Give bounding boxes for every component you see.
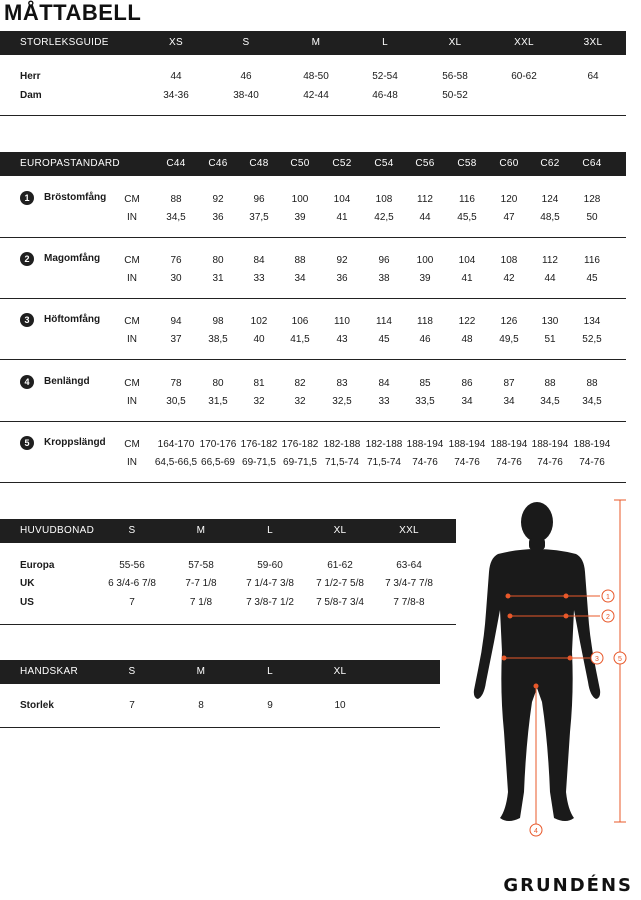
unit-cm-label: CM	[124, 439, 140, 450]
headwear-cell: 7 1/4-7 3/8	[246, 578, 294, 589]
unit-in-label: IN	[127, 457, 137, 468]
unit-in-label: IN	[127, 334, 137, 345]
size-guide-header	[0, 31, 626, 55]
size-guide-divider	[0, 115, 626, 116]
measure-in-cell: 39	[419, 273, 431, 284]
measure-cm-cell: 104	[333, 194, 351, 205]
marker-4: 4	[534, 828, 538, 835]
measure-cm-cell: 92	[336, 255, 348, 266]
measure-in-cell: 41	[336, 212, 348, 223]
measure-in-cell: 41,5	[290, 334, 310, 345]
measure-cm-cell: 84	[378, 378, 390, 389]
measure-in-cell: 52,5	[582, 334, 602, 345]
unit-cm-label: CM	[124, 316, 140, 327]
measure-cm-cell: 112	[417, 194, 433, 205]
measure-cm-cell: 100	[291, 194, 309, 205]
measure-number-badge: 5	[20, 436, 34, 450]
size-guide-row-label: Herr	[20, 71, 41, 82]
size-guide-cell: 60-62	[511, 71, 537, 82]
headwear-size-label: M	[196, 525, 206, 536]
measure-cm-cell: 82	[294, 378, 306, 389]
size-guide-size-label: S	[242, 37, 250, 48]
measure-in-cell: 34,5	[166, 212, 186, 223]
size-guide-cell: 50-52	[442, 90, 468, 101]
measure-cm-cell: 182-188	[323, 439, 361, 450]
measure-cm-cell: 102	[250, 316, 268, 327]
measure-cm-cell: 116	[459, 194, 475, 205]
brand-logo: GRUNDÉNS	[503, 875, 633, 896]
measure-label: Magomfång	[44, 253, 101, 264]
measure-in-cell: 48	[461, 334, 473, 345]
measure-in-cell: 34	[294, 273, 306, 284]
measure-cm-cell: 83	[336, 378, 348, 389]
measure-in-cell: 64,5-66,5	[154, 457, 198, 468]
measure-cm-cell: 88	[170, 194, 182, 205]
europe-standard-header	[0, 152, 626, 176]
headwear-cell: 7 1/2-7 5/8	[316, 578, 364, 589]
headwear-cell: 7 1/8	[189, 597, 213, 608]
europe-size-label: C54	[374, 158, 394, 169]
measure-cm-cell: 96	[378, 255, 390, 266]
measure-in-cell: 42,5	[374, 212, 394, 223]
size-guide-cell: 38-40	[233, 90, 259, 101]
measure-in-cell: 34	[503, 396, 515, 407]
measure-in-cell: 36	[212, 212, 224, 223]
measure-cm-cell: 114	[376, 316, 392, 327]
headwear-row-label: Europa	[20, 560, 55, 571]
measure-in-cell: 47	[503, 212, 515, 223]
measure-in-cell: 31	[212, 273, 224, 284]
measure-number-badge: 3	[20, 313, 34, 327]
body-silhouette	[474, 502, 600, 821]
measure-in-cell: 37	[170, 334, 182, 345]
size-guide-cell: 52-54	[372, 71, 398, 82]
gloves-size-label: L	[267, 666, 273, 677]
measure-cm-cell: 88	[586, 378, 598, 389]
gloves-cell: 8	[198, 700, 204, 711]
measure-cm-cell: 84	[253, 255, 265, 266]
measure-in-cell: 42	[503, 273, 515, 284]
measure-in-cell: 38,5	[208, 334, 228, 345]
measure-in-cell: 34,5	[582, 396, 602, 407]
measure-cm-cell: 170-176	[199, 439, 237, 450]
measure-cm-cell: 108	[500, 255, 518, 266]
measure-in-cell: 32	[253, 396, 265, 407]
size-guide-cell: 56-58	[442, 71, 468, 82]
measure-in-cell: 74-76	[454, 457, 480, 468]
measure-cm-cell: 124	[541, 194, 559, 205]
gloves-cell: 7	[129, 700, 135, 711]
measure-cm-cell: 88	[544, 378, 556, 389]
measure-cm-cell: 104	[458, 255, 476, 266]
measure-in-cell: 40	[253, 334, 265, 345]
measure-label: Bröstomfång	[44, 192, 107, 203]
measure-cm-cell: 81	[253, 378, 265, 389]
measure-in-cell: 74-76	[496, 457, 522, 468]
europe-size-label: C52	[332, 158, 352, 169]
measure-cm-cell: 88	[294, 255, 306, 266]
measure-number-badge: 4	[20, 375, 34, 389]
measure-cm-cell: 108	[375, 194, 393, 205]
measure-in-cell: 44	[544, 273, 556, 284]
measure-cm-cell: 92	[212, 194, 224, 205]
size-guide-size-label: 3XL	[583, 37, 603, 48]
measure-in-cell: 50	[586, 212, 598, 223]
measure-in-cell: 36	[336, 273, 348, 284]
headwear-cell: 7 7/8-8	[393, 597, 425, 608]
measure-in-cell: 39	[294, 212, 306, 223]
measure-number-badge: 1	[20, 191, 34, 205]
measure-cm-cell: 100	[416, 255, 434, 266]
measure-cm-cell: 134	[583, 316, 601, 327]
size-guide-size-label: M	[311, 37, 321, 48]
measure-cm-cell: 126	[500, 316, 518, 327]
headwear-cell: 7	[129, 597, 135, 608]
measure-in-cell: 32	[294, 396, 306, 407]
measure-cm-cell: 98	[212, 316, 224, 327]
size-guide-size-label: XS	[169, 37, 183, 48]
europe-size-label: C48	[249, 158, 269, 169]
europe-size-label: C50	[290, 158, 310, 169]
headwear-cell: 57-58	[188, 560, 214, 571]
measure-cm-cell: 96	[253, 194, 265, 205]
gloves-size-label: XL	[333, 666, 347, 677]
headwear-row-label: US	[20, 597, 34, 608]
measure-cm-cell: 188-194	[490, 439, 528, 450]
headwear-cell: 7 3/4-7 7/8	[385, 578, 433, 589]
measure-in-cell: 34,5	[540, 396, 560, 407]
measure-in-cell: 44	[419, 212, 431, 223]
unit-in-label: IN	[127, 212, 137, 223]
measure-in-cell: 49,5	[499, 334, 519, 345]
gloves-size-label: S	[128, 666, 136, 677]
measure-cm-cell: 182-188	[365, 439, 403, 450]
measure-cm-cell: 188-194	[531, 439, 569, 450]
measure-cm-cell: 87	[503, 378, 515, 389]
measure-cm-cell: 116	[584, 255, 600, 266]
headwear-header	[0, 519, 456, 543]
marker-2: 2	[606, 614, 610, 621]
measure-cm-cell: 188-194	[573, 439, 611, 450]
size-guide-cell: 48-50	[303, 71, 329, 82]
measure-label: Höftomfång	[44, 314, 101, 325]
measure-cm-cell: 130	[541, 316, 559, 327]
unit-cm-label: CM	[124, 378, 140, 389]
gloves-row-label: Storlek	[20, 700, 54, 711]
gloves-size-label: M	[196, 666, 206, 677]
size-guide-cell: 64	[587, 71, 599, 82]
measure-in-cell: 69-71,5	[283, 457, 317, 468]
headwear-size-label: XL	[333, 525, 347, 536]
europe-standard-header-label: EUROPASTANDARD	[20, 158, 120, 169]
gloves-divider	[0, 727, 440, 728]
gloves-cell: 9	[267, 700, 273, 711]
measure-in-cell: 74-76	[537, 457, 563, 468]
measure-in-cell: 74-76	[579, 457, 605, 468]
measure-cm-cell: 176-182	[240, 439, 278, 450]
headwear-cell: 7 3/8-7 1/2	[246, 597, 294, 608]
size-guide-cell: 44	[170, 71, 182, 82]
unit-in-label: IN	[127, 273, 137, 284]
measure-in-cell: 33,5	[415, 396, 435, 407]
europe-size-label: C56	[415, 158, 435, 169]
measure-in-cell: 45,5	[457, 212, 477, 223]
measure-cm-cell: 94	[170, 316, 182, 327]
measure-in-cell: 48,5	[540, 212, 560, 223]
measure-in-cell: 31,5	[208, 396, 228, 407]
gloves-cell: 10	[334, 700, 346, 711]
headwear-cell: 59-60	[257, 560, 283, 571]
measure-in-cell: 46	[419, 334, 431, 345]
measure-cm-cell: 122	[458, 316, 476, 327]
measure-divider	[0, 359, 626, 360]
measure-in-cell: 30	[170, 273, 182, 284]
page-title: MÅTTABELL	[4, 0, 142, 25]
europe-size-label: C64	[582, 158, 602, 169]
measure-label: Benlängd	[44, 376, 90, 387]
measure-in-cell: 66,5-69	[201, 457, 235, 468]
measure-in-cell: 51	[544, 334, 556, 345]
measure-cm-cell: 106	[291, 316, 309, 327]
measure-cm-cell: 85	[419, 378, 431, 389]
measure-in-cell: 43	[336, 334, 348, 345]
body-measurement-figure	[470, 492, 635, 842]
unit-in-label: IN	[127, 396, 137, 407]
measure-cm-cell: 176-182	[281, 439, 319, 450]
europe-size-label: C46	[208, 158, 228, 169]
measure-divider	[0, 298, 626, 299]
headwear-cell: 55-56	[119, 560, 145, 571]
measure-cm-cell: 80	[212, 378, 224, 389]
measure-in-cell: 69-71,5	[242, 457, 276, 468]
measure-cm-cell: 120	[500, 194, 518, 205]
measure-in-cell: 71,5-74	[325, 457, 359, 468]
measure-cm-cell: 76	[170, 255, 182, 266]
measure-number-badge: 2	[20, 252, 34, 266]
size-guide-cell: 34-36	[163, 90, 189, 101]
measure-in-cell: 33	[378, 396, 390, 407]
measure-in-cell: 37,5	[249, 212, 269, 223]
measure-cm-cell: 128	[583, 194, 601, 205]
marker-5: 5	[618, 656, 622, 663]
size-guide-size-label: L	[382, 37, 388, 48]
headwear-cell: 7-7 1/8	[185, 578, 217, 589]
measure-in-cell: 41	[461, 273, 473, 284]
measure-cm-cell: 78	[170, 378, 182, 389]
measure-label: Kroppslängd	[44, 437, 106, 448]
gloves-header-label: HANDSKAR	[20, 666, 78, 677]
unit-cm-label: CM	[124, 194, 140, 205]
headwear-cell: 61-62	[327, 560, 353, 571]
measure-cm-cell: 188-194	[448, 439, 486, 450]
measure-cm-cell: 110	[334, 316, 350, 327]
measure-divider	[0, 482, 626, 483]
size-guide-size-label: XL	[448, 37, 462, 48]
headwear-size-label: S	[128, 525, 136, 536]
measure-in-cell: 74-76	[412, 457, 438, 468]
headwear-cell: 63-64	[396, 560, 422, 571]
size-guide-header-label: STORLEKSGUIDE	[20, 37, 109, 48]
headwear-size-label: L	[267, 525, 273, 536]
size-guide-cell: 42-44	[303, 90, 329, 101]
size-guide-cell: 46	[240, 71, 252, 82]
measure-divider	[0, 237, 626, 238]
measure-cm-cell: 118	[417, 316, 433, 327]
headwear-divider	[0, 624, 456, 625]
headwear-cell: 7 5/8-7 3/4	[316, 597, 364, 608]
unit-cm-label: CM	[124, 255, 140, 266]
measure-in-cell: 32,5	[332, 396, 352, 407]
europe-size-label: C58	[457, 158, 477, 169]
size-guide-cell: 46-48	[372, 90, 398, 101]
headwear-size-label: XXL	[399, 525, 419, 536]
measure-in-cell: 45	[378, 334, 390, 345]
size-guide-size-label: XXL	[514, 37, 534, 48]
measure-in-cell: 34	[461, 396, 473, 407]
measure-in-cell: 45	[586, 273, 598, 284]
measure-cm-cell: 86	[461, 378, 473, 389]
size-guide-row-label: Dam	[20, 90, 42, 101]
measure-cm-cell: 188-194	[406, 439, 444, 450]
measure-in-cell: 38	[378, 273, 390, 284]
measure-in-cell: 33	[253, 273, 265, 284]
europe-size-label: C44	[166, 158, 186, 169]
europe-size-label: C60	[499, 158, 519, 169]
marker-1: 1	[606, 594, 610, 601]
measure-in-cell: 71,5-74	[367, 457, 401, 468]
measure-cm-cell: 80	[212, 255, 224, 266]
headwear-cell: 6 3/4-6 7/8	[108, 578, 156, 589]
gloves-header	[0, 660, 440, 684]
measure-divider	[0, 421, 626, 422]
marker-3: 3	[595, 656, 599, 663]
measure-cm-cell: 112	[542, 255, 558, 266]
measure-cm-cell: 164-170	[157, 439, 195, 450]
headwear-header-label: HUVUDBONAD	[20, 525, 95, 536]
europe-size-label: C62	[540, 158, 560, 169]
measure-in-cell: 30,5	[166, 396, 186, 407]
headwear-row-label: UK	[20, 578, 35, 589]
